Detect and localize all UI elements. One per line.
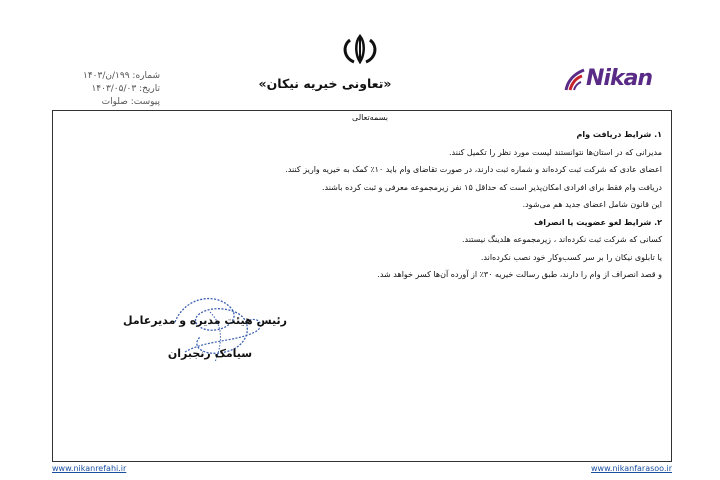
- letter-line: کسانی که شرکت ثبت نکرده‌اند ، زیرمجموعه هلدینگ نیستند.: [461, 235, 662, 244]
- basmala: بسمه‌تعالی: [352, 113, 388, 122]
- footer-link-left[interactable]: www.nikanrefahi.ir: [52, 464, 127, 473]
- letter-attachment: پیوست: صلوات: [101, 97, 160, 107]
- letter-meta: [50, 70, 160, 109]
- letter-line: مدیرانی که در استان‌ها نتوانستند لیست مورد نظر را تکمیل کنند.: [449, 147, 662, 157]
- nikan-logo: [564, 64, 670, 94]
- signatory-title: رئیس هیئت مدیره و مدیرعامل: [123, 314, 287, 327]
- letter-line: اعضای عادی که شرکت ثبت کرده‌اند و شماره ثبت دارند، در صورت تقاضای وام باید ۱۰٪ کمک به خیریه واریز کنند.: [285, 165, 662, 174]
- letter-line: یا تابلوی نیکان را بر سر کسب‌وکار خود نصب نکرده‌اند.: [480, 252, 662, 262]
- letter-line: دریافت وام فقط برای افرادی امکان‌پذیر است که حداقل ۱۵ نفر زیرمجموعه معرفی و ثبت کرده باشند.: [322, 182, 662, 192]
- letter-line: ۲. شرایط لغو عضویت یا انصراف: [533, 217, 662, 227]
- footer-link-right[interactable]: www.nikanfarasoo.ir: [591, 464, 672, 473]
- letter-line: و قصد انصراف از وام را دارند، طبق رسالت خیریه ۳۰٪ از آورده آن‌ها کسر خواهد شد.: [377, 270, 662, 279]
- letter-date: تاریخ: ۱۴۰۳/۰۵/۰۳: [91, 84, 160, 94]
- letter-number: شماره: ۱۹۹/ن/۱۴۰۳: [83, 71, 160, 81]
- signature-scribble-icon: [155, 292, 285, 372]
- logo-text: Nikan: [586, 66, 653, 91]
- logo-wing-icon: [564, 68, 586, 92]
- signature-block: [100, 292, 340, 372]
- letter-body: [62, 126, 662, 284]
- letter-line: این قانون شامل اعضای جدید هم می‌شود.: [522, 200, 662, 209]
- letter-line: ۱. شرایط دریافت وام: [576, 130, 662, 139]
- page-title: «تعاونی خیریه نیکان»: [258, 76, 392, 91]
- national-emblem-icon: [336, 34, 384, 64]
- signatory-name: سیامک رنجبران: [167, 347, 253, 360]
